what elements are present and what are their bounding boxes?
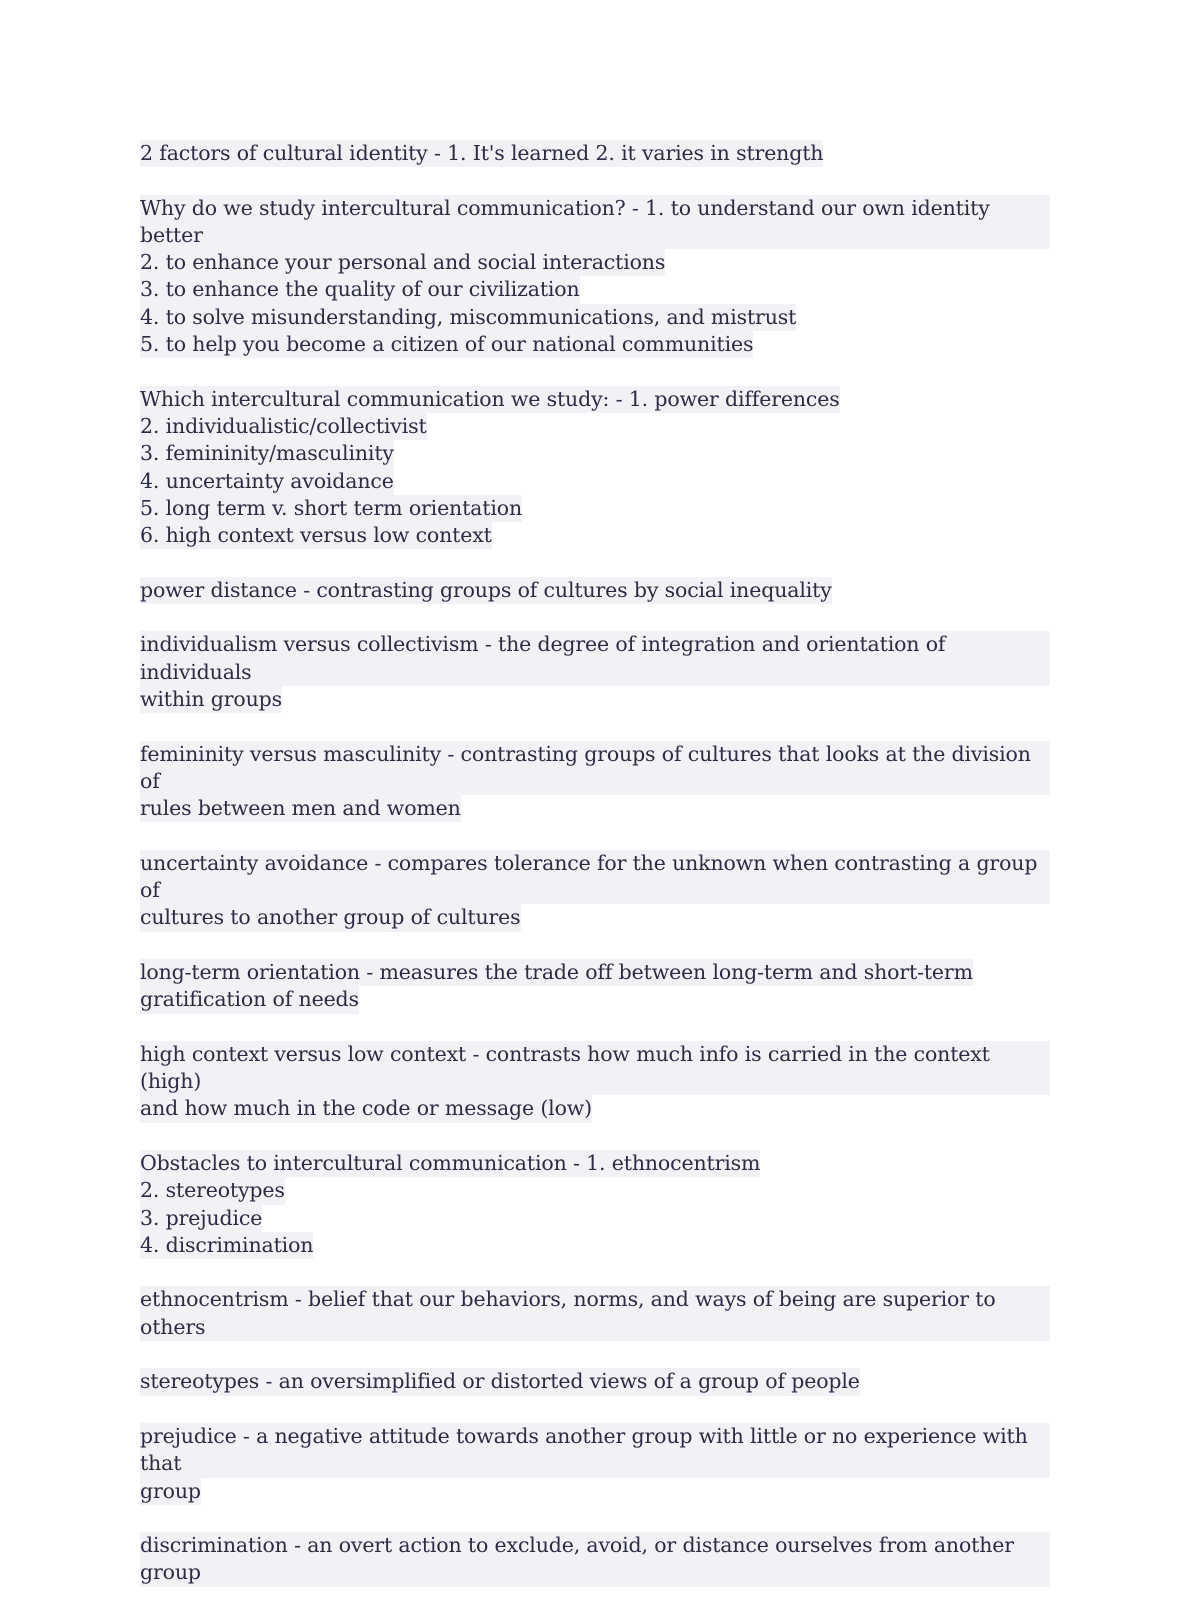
- card-line: 2. stereotypes: [140, 1177, 285, 1204]
- flashcard: [140, 631, 1060, 713]
- flashcard: [140, 1150, 1060, 1259]
- card-line: power distance - contrasting groups of cultures by social inequality: [140, 577, 832, 604]
- flashcard: [140, 1286, 1060, 1341]
- flashcard: [140, 850, 1060, 932]
- card-line: prejudice - a negative attitude towards another group with little or no experience with that: [140, 1423, 1050, 1478]
- card-line: 5. to help you become a citizen of our national communities: [140, 331, 753, 358]
- card-line: 6. high context versus low context: [140, 522, 492, 549]
- card-line: stereotypes - an oversimplified or distorted views of a group of people: [140, 1368, 860, 1395]
- card-line: high context versus low context - contrasts how much info is carried in the context (high): [140, 1041, 1050, 1096]
- flashcard: [140, 741, 1060, 823]
- card-line: long-term orientation - measures the trade off between long-term and short-term: [140, 959, 973, 986]
- card-line: cultures to another group of cultures: [140, 904, 521, 931]
- card-line: 3. prejudice: [140, 1205, 262, 1232]
- card-line: uncertainty avoidance - compares tolerance for the unknown when contrasting a group of: [140, 850, 1050, 905]
- flashcard: [140, 577, 1060, 604]
- card-line: individualism versus collectivism - the degree of integration and orientation of individuals: [140, 631, 1050, 686]
- card-line: Obstacles to intercultural communication - 1. ethnocentrism: [140, 1150, 760, 1177]
- card-line: femininity versus masculinity - contrasting groups of cultures that looks at the division of: [140, 741, 1050, 796]
- card-line: 4. uncertainty avoidance: [140, 468, 394, 495]
- card-line: gratification of needs: [140, 986, 359, 1013]
- card-line: 2. individualistic/collectivist: [140, 413, 427, 440]
- card-line: 2 factors of cultural identity - 1. It's learned 2. it varies in strength: [140, 140, 823, 167]
- card-line: Why do we study intercultural communication? - 1. to understand our own identity better: [140, 195, 1050, 250]
- card-line: 2. to enhance your personal and social interactions: [140, 249, 665, 276]
- flashcard: [140, 1041, 1060, 1123]
- document-page: [140, 140, 1060, 1614]
- card-line: 3. to enhance the quality of our civilization: [140, 276, 580, 303]
- card-line: 4. discrimination: [140, 1232, 313, 1259]
- card-line: 5. long term v. short term orientation: [140, 495, 522, 522]
- flashcard: [140, 1423, 1060, 1505]
- flashcard: [140, 386, 1060, 550]
- card-line: 3. femininity/masculinity: [140, 440, 394, 467]
- card-line: ethnocentrism - belief that our behaviors, norms, and ways of being are superior to others: [140, 1286, 1050, 1341]
- card-line: within groups: [140, 686, 282, 713]
- flashcard: [140, 959, 1060, 1014]
- flashcard: [140, 140, 1060, 167]
- card-line: group: [140, 1478, 201, 1505]
- card-line: and how much in the code or message (low): [140, 1095, 592, 1122]
- flashcard: [140, 195, 1060, 359]
- card-line: 4. to solve misunderstanding, miscommunications, and mistrust: [140, 304, 796, 331]
- card-line: discrimination - an overt action to exclude, avoid, or distance ourselves from another group: [140, 1532, 1050, 1587]
- card-line: Which intercultural communication we study: - 1. power differences: [140, 386, 840, 413]
- flashcard: [140, 1532, 1060, 1587]
- flashcard: [140, 1368, 1060, 1395]
- card-line: rules between men and women: [140, 795, 461, 822]
